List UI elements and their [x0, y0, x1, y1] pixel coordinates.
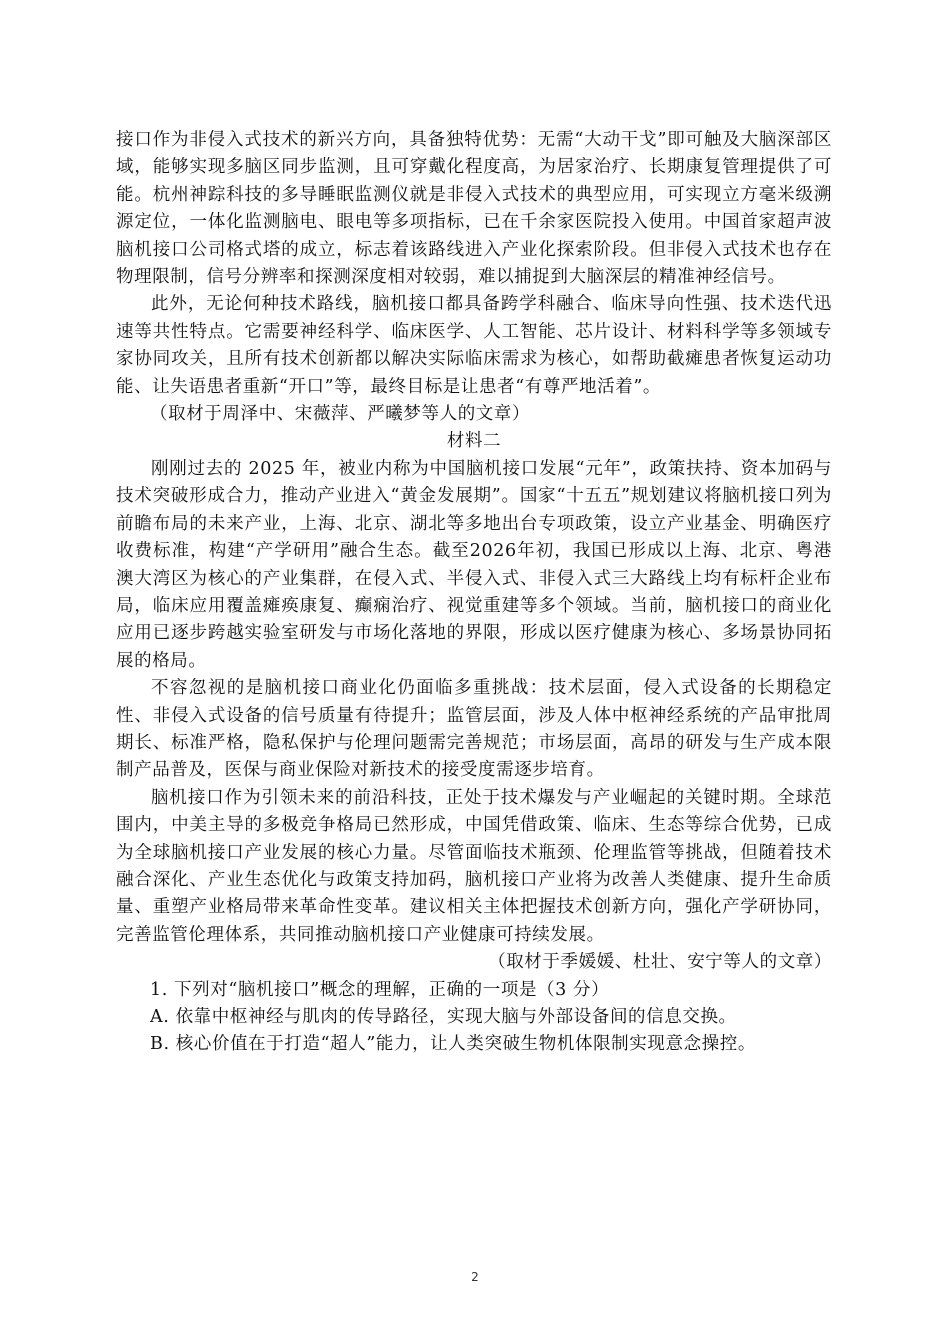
page-content: [116, 127, 832, 1059]
paragraph-noninvasive: 接口作为非侵入式技术的新兴方向，具备独特优势：无需“大动干戈”即可触及大脑深部区域，能够实现多脑区同步监测，且可穿戴化程度高，为居家治疗、长期康复管理提供了可能。杭州神踪科技的多导睡眠监测仪就是非侵入式技术的典型应用，可实现立方毫米级溯源定位，一体化监测脑电、眼电等多项指标，已在千余家医院投入使用。中国首家超声波脑机接口公司格式塔的成立，标志着该路线进入产业化探索阶段。但非侵入式技术也存在物理限制，信号分辨率和探测深度相对较弱，难以捕捉到大脑深层的精准神经信号。: [116, 130, 832, 288]
section-heading-material-2: 材料二: [446, 431, 502, 452]
paragraph-outlook: 脑机接口作为引领未来的前沿科技，正处于技术爆发与产业崛起的关键时期。全球范围内，中美主导的多极竞争格局已然形成，中国凭借政策、临床、生态等综合优势，已成为全球脑机接口产业发展的核心力量。尽管面临技术瓶颈、伦理监管等挑战，但随着技术融合深化、产业生态优化与政策支持加码，脑机接口产业将为改善人类健康、提升生命质量、重塑产业格局带来革命性变革。建议相关主体把握技术创新方向，强化产学研协同，完善监管伦理体系，共同推动脑机接口产业健康可持续发展。: [116, 787, 832, 945]
question-stem: 1. 下列对“脑机接口”概念的理解，正确的一项是（3 分）: [150, 979, 610, 1000]
question-option-b: B. 核心价值在于打造“超人”能力，让人类突破生物机体限制实现意念操控。: [150, 1034, 756, 1055]
source-citation-2: （取材于季媛媛、杜壮、安宁等人的文章）: [488, 952, 832, 973]
page-number: 2: [471, 1270, 479, 1284]
paragraph-common-features: 此外，无论何种技术路线，脑机接口都具备跨学科融合、临床导向性强、技术迭代迅速等共性特点。它需要神经科学、临床医学、人工智能、芯片设计、材料科学等多领域专家协同攻关，且所有技术创新都以解决实际临床需求为核心，如帮助截瘫患者恢复运动功能、让失语患者重新“开口”等，最终目标是让患者“有尊严地活着”。: [116, 294, 832, 397]
paragraph-industry-2025: 刚刚过去的 2025 年，被业内称为中国脑机接口发展“元年”，政策扶持、资本加码与技术突破形成合力，推动产业进入“黄金发展期”。国家“十五五”规划建议将脑机接口列为前瞻布局的未来产业，上海、北京、湖北等多地出台专项政策，设立产业基金、明确医疗收费标准，构建“产学研用”融合生态。截至2026年初，我国已形成以上海、北京、粤港澳大湾区为核心的产业集群，在侵入式、半侵入式、非侵入式三大路线上均有标杆企业布局，临床应用覆盖瘫痪康复、癫痫治疗、视觉重建等多个领域。当前，脑机接口的商业化应用已逐步跨越实验室研发与市场化落地的界限，形成以医疗健康为核心、多场景协同拓展的格局。: [116, 458, 832, 671]
source-citation-1: （取材于周泽中、宋薇萍、严曦梦等人的文章）: [150, 404, 531, 425]
question-option-a: A. 依靠中枢神经与肌肉的传导路径，实现大脑与外部设备间的信息交换。: [150, 1007, 737, 1027]
paragraph-challenges: 不容忽视的是脑机接口商业化仍面临多重挑战：技术层面，侵入式设备的长期稳定性、非侵入式设备的信号质量有待提升；监管层面，涉及人体中枢神经系统的产品审批周期长、标准严格，隐私保护与伦理问题需完善规范；市场层面，高昂的研发与生产成本限制产品普及，医保与商业保险对新技术的接受度需逐步培育。: [116, 678, 832, 781]
